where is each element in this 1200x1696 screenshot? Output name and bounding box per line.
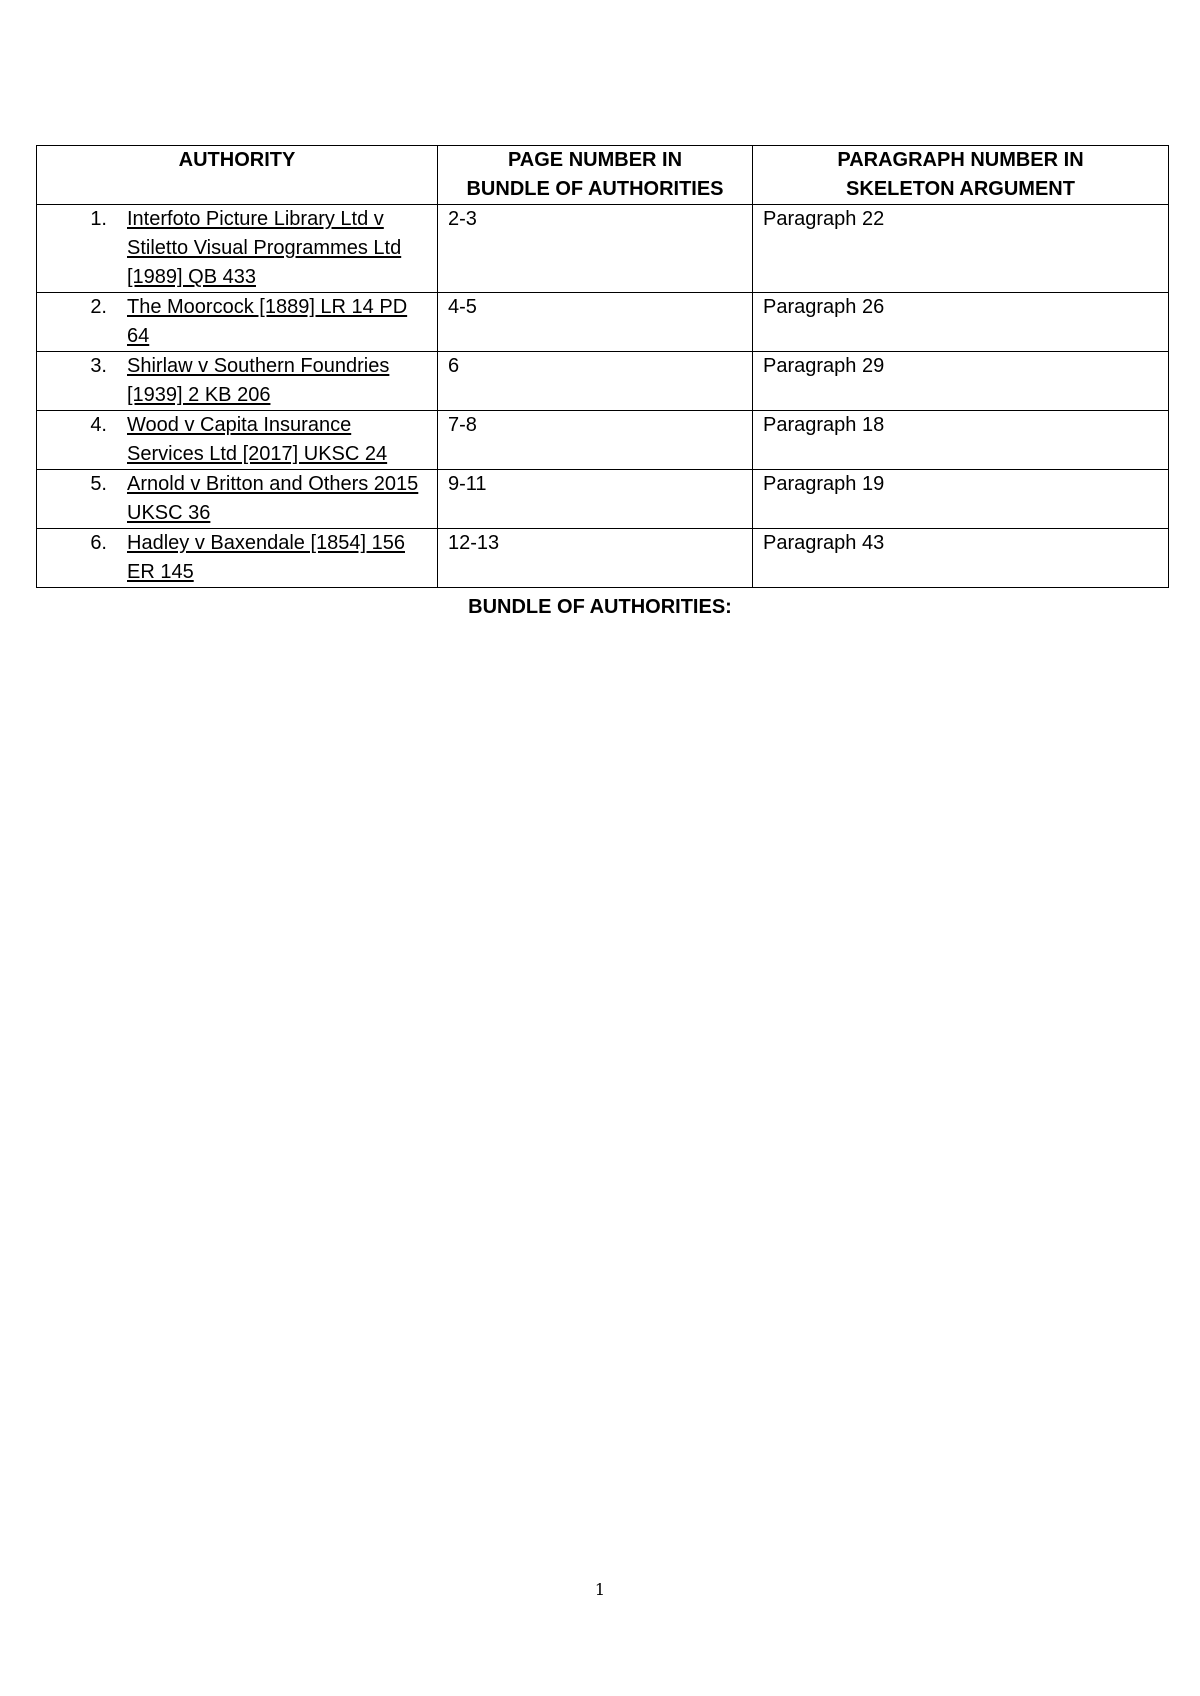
case-link[interactable]: Shirlaw v Southern Foundries [1939] 2 KB 206 bbox=[127, 355, 390, 406]
table-row bbox=[37, 293, 1169, 352]
pages-cell: 6 bbox=[438, 352, 753, 411]
header-authority bbox=[37, 146, 438, 205]
table-row bbox=[37, 529, 1169, 588]
header-page-number-line2: BUNDLE OF AUTHORITIES bbox=[466, 178, 724, 200]
paragraph-cell: Paragraph 18 bbox=[753, 411, 1169, 470]
bundle-heading: BUNDLE OF AUTHORITIES: bbox=[468, 596, 732, 618]
case-link[interactable]: Hadley v Baxendale [1854] 156 ER 145 bbox=[127, 532, 405, 583]
authority-cell bbox=[37, 470, 438, 529]
authority-cell bbox=[37, 205, 438, 293]
authority-cell bbox=[37, 293, 438, 352]
case-link[interactable]: The Moorcock [1889] LR 14 PD 64 bbox=[127, 296, 408, 347]
row-number: 4. bbox=[90, 414, 107, 436]
row-number: 6. bbox=[90, 532, 107, 554]
paragraph-cell: Paragraph 29 bbox=[753, 352, 1169, 411]
table-row bbox=[37, 411, 1169, 470]
header-authority-label: AUTHORITY bbox=[178, 149, 296, 171]
table-row bbox=[37, 205, 1169, 293]
authority-cell bbox=[37, 411, 438, 470]
row-number: 1. bbox=[90, 208, 107, 230]
table-row bbox=[37, 470, 1169, 529]
table-row bbox=[37, 352, 1169, 411]
pages-cell: 9-11 bbox=[438, 470, 753, 529]
page-number: 1 bbox=[594, 1580, 606, 1599]
authority-cell bbox=[37, 352, 438, 411]
case-link[interactable]: Arnold v Britton and Others 2015 UKSC 36 bbox=[127, 473, 419, 524]
header-paragraph-number bbox=[753, 146, 1169, 205]
pages-cell: 12-13 bbox=[438, 529, 753, 588]
authority-cell bbox=[37, 529, 438, 588]
pages-cell: 2-3 bbox=[438, 205, 753, 293]
paragraph-cell: Paragraph 19 bbox=[753, 470, 1169, 529]
row-number: 5. bbox=[90, 473, 107, 495]
case-link[interactable]: Interfoto Picture Library Ltd v Stiletto Visual Programmes Ltd [1989] QB 433 bbox=[127, 208, 402, 288]
pages-cell: 4-5 bbox=[438, 293, 753, 352]
header-page-number bbox=[438, 146, 753, 205]
row-number: 2. bbox=[90, 296, 107, 318]
case-link[interactable]: Wood v Capita Insurance Services Ltd [2017] UKSC 24 bbox=[127, 414, 388, 465]
paragraph-cell: Paragraph 22 bbox=[753, 205, 1169, 293]
authorities-table bbox=[36, 145, 1169, 588]
header-paragraph-number-line2: SKELETON ARGUMENT bbox=[846, 178, 1075, 200]
paragraph-cell: Paragraph 26 bbox=[753, 293, 1169, 352]
header-page-number-line1: PAGE NUMBER IN bbox=[507, 149, 683, 171]
paragraph-cell: Paragraph 43 bbox=[753, 529, 1169, 588]
header-paragraph-number-line1: PARAGRAPH NUMBER IN bbox=[837, 149, 1084, 171]
row-number: 3. bbox=[90, 355, 107, 377]
table-header-row bbox=[37, 146, 1169, 205]
pages-cell: 7-8 bbox=[438, 411, 753, 470]
